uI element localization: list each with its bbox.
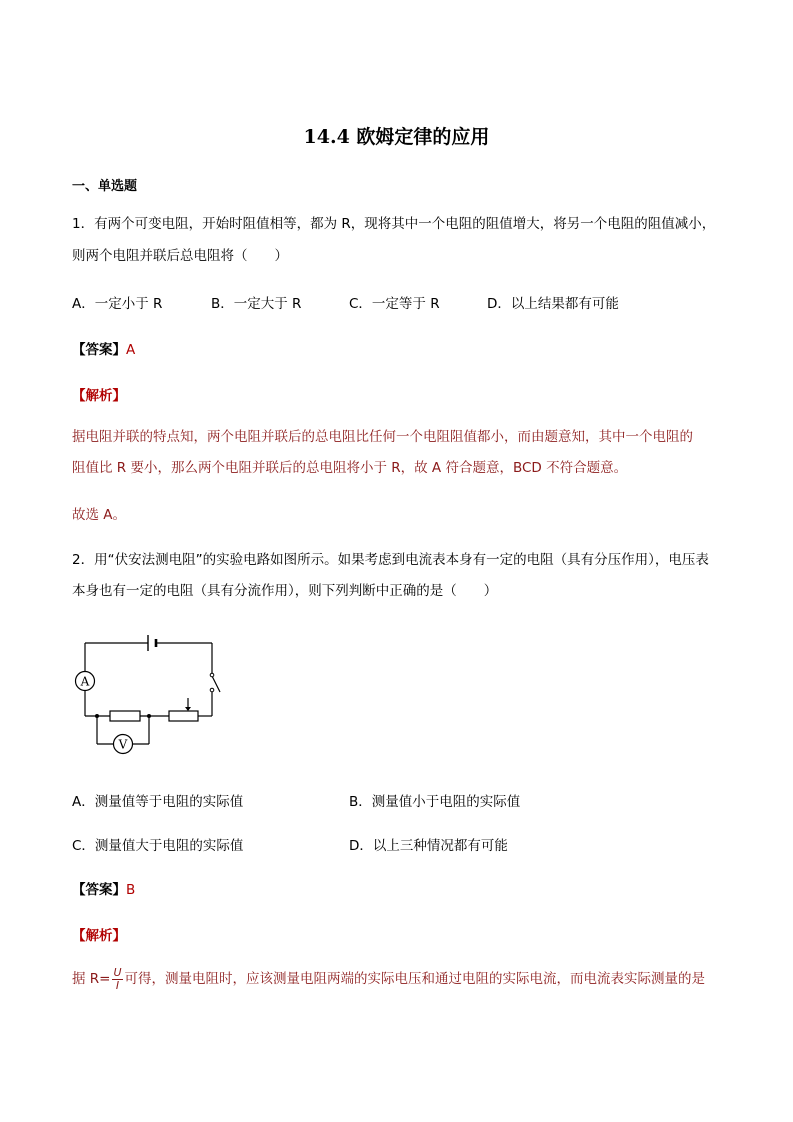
- switch-contact-bottom: [210, 688, 214, 692]
- q1-answer-value: A: [126, 342, 136, 358]
- q2-answer: [72, 878, 135, 898]
- q2-text-line1: 2．用“伏安法测电阻”的实验电路如图所示。如果考虑到电流表本身有一定的电阻（具有分压作用），电压表: [72, 552, 709, 568]
- q2-analysis-label: 【解析】: [72, 928, 126, 944]
- junction-dot-left: [95, 714, 99, 718]
- q1-answer-label: 【答案】: [72, 342, 126, 358]
- q2-answer-value: B: [126, 882, 136, 898]
- q1-text-line2: 则两个电阻并联后总电阻将（ ）: [72, 248, 288, 264]
- circuit-diagram: [70, 628, 230, 760]
- q2-option-b: B．测量值小于电阻的实际值: [349, 794, 521, 810]
- q1-explanation-line1: 据电阻并联的特点知，两个电阻并联后的总电阻比任何一个电阻阻值都小，而由题意知，其中一个电阻的: [72, 429, 693, 445]
- rheostat: [169, 711, 198, 721]
- q1-choose: 故选 A。: [72, 507, 127, 523]
- resistor: [110, 711, 140, 721]
- ohm-fraction: [112, 967, 122, 992]
- page-title: 14.4 欧姆定律的应用: [303, 126, 490, 148]
- q2-explanation-pre: 据 R=: [72, 971, 111, 987]
- q1-answer: [72, 338, 135, 358]
- q2-text-line2: 本身也有一定的电阻（具有分流作用），则下列判断中正确的是（ ）: [72, 583, 498, 599]
- fraction-denominator: I: [115, 978, 120, 992]
- q2-option-a: A．测量值等于电阻的实际值: [72, 794, 244, 810]
- voltmeter-label: V: [118, 737, 128, 752]
- junction-dot-right: [147, 714, 151, 718]
- fraction-numerator: U: [113, 965, 122, 979]
- q1-option-c: C．一定等于 R: [349, 296, 440, 312]
- q1-analysis-label: 【解析】: [72, 388, 126, 404]
- q2-answer-label: 【答案】: [72, 882, 126, 898]
- q1-option-d: D．以上结果都有可能: [487, 296, 619, 312]
- section-heading: 一、单选题: [72, 179, 138, 194]
- q2-explanation-post: 可得，测量电阻时，应该测量电阻两端的实际电压和通过电阻的实际电流，而电流表实际测量的是: [124, 971, 706, 987]
- q1-text-line1: 1．有两个可变电阻，开始时阻值相等，都为 R，现将其中一个电阻的阻值增大，将另一个电阻的阻值减小，: [72, 216, 716, 232]
- q1-option-b: B．一定大于 R: [211, 296, 302, 312]
- q1-option-a: A．一定小于 R: [72, 296, 163, 312]
- q2-option-c: C．测量值大于电阻的实际值: [72, 838, 244, 854]
- q1-explanation-line2: 阻值比 R 要小，那么两个电阻并联后的总电阻将小于 R，故 A 符合题意，BCD 不符合题意。: [72, 460, 628, 476]
- switch-contact-top: [210, 673, 214, 677]
- q2-explanation-line1: [72, 964, 705, 994]
- q2-option-d: D．以上三种情况都有可能: [349, 838, 508, 854]
- ammeter-label: A: [80, 674, 90, 689]
